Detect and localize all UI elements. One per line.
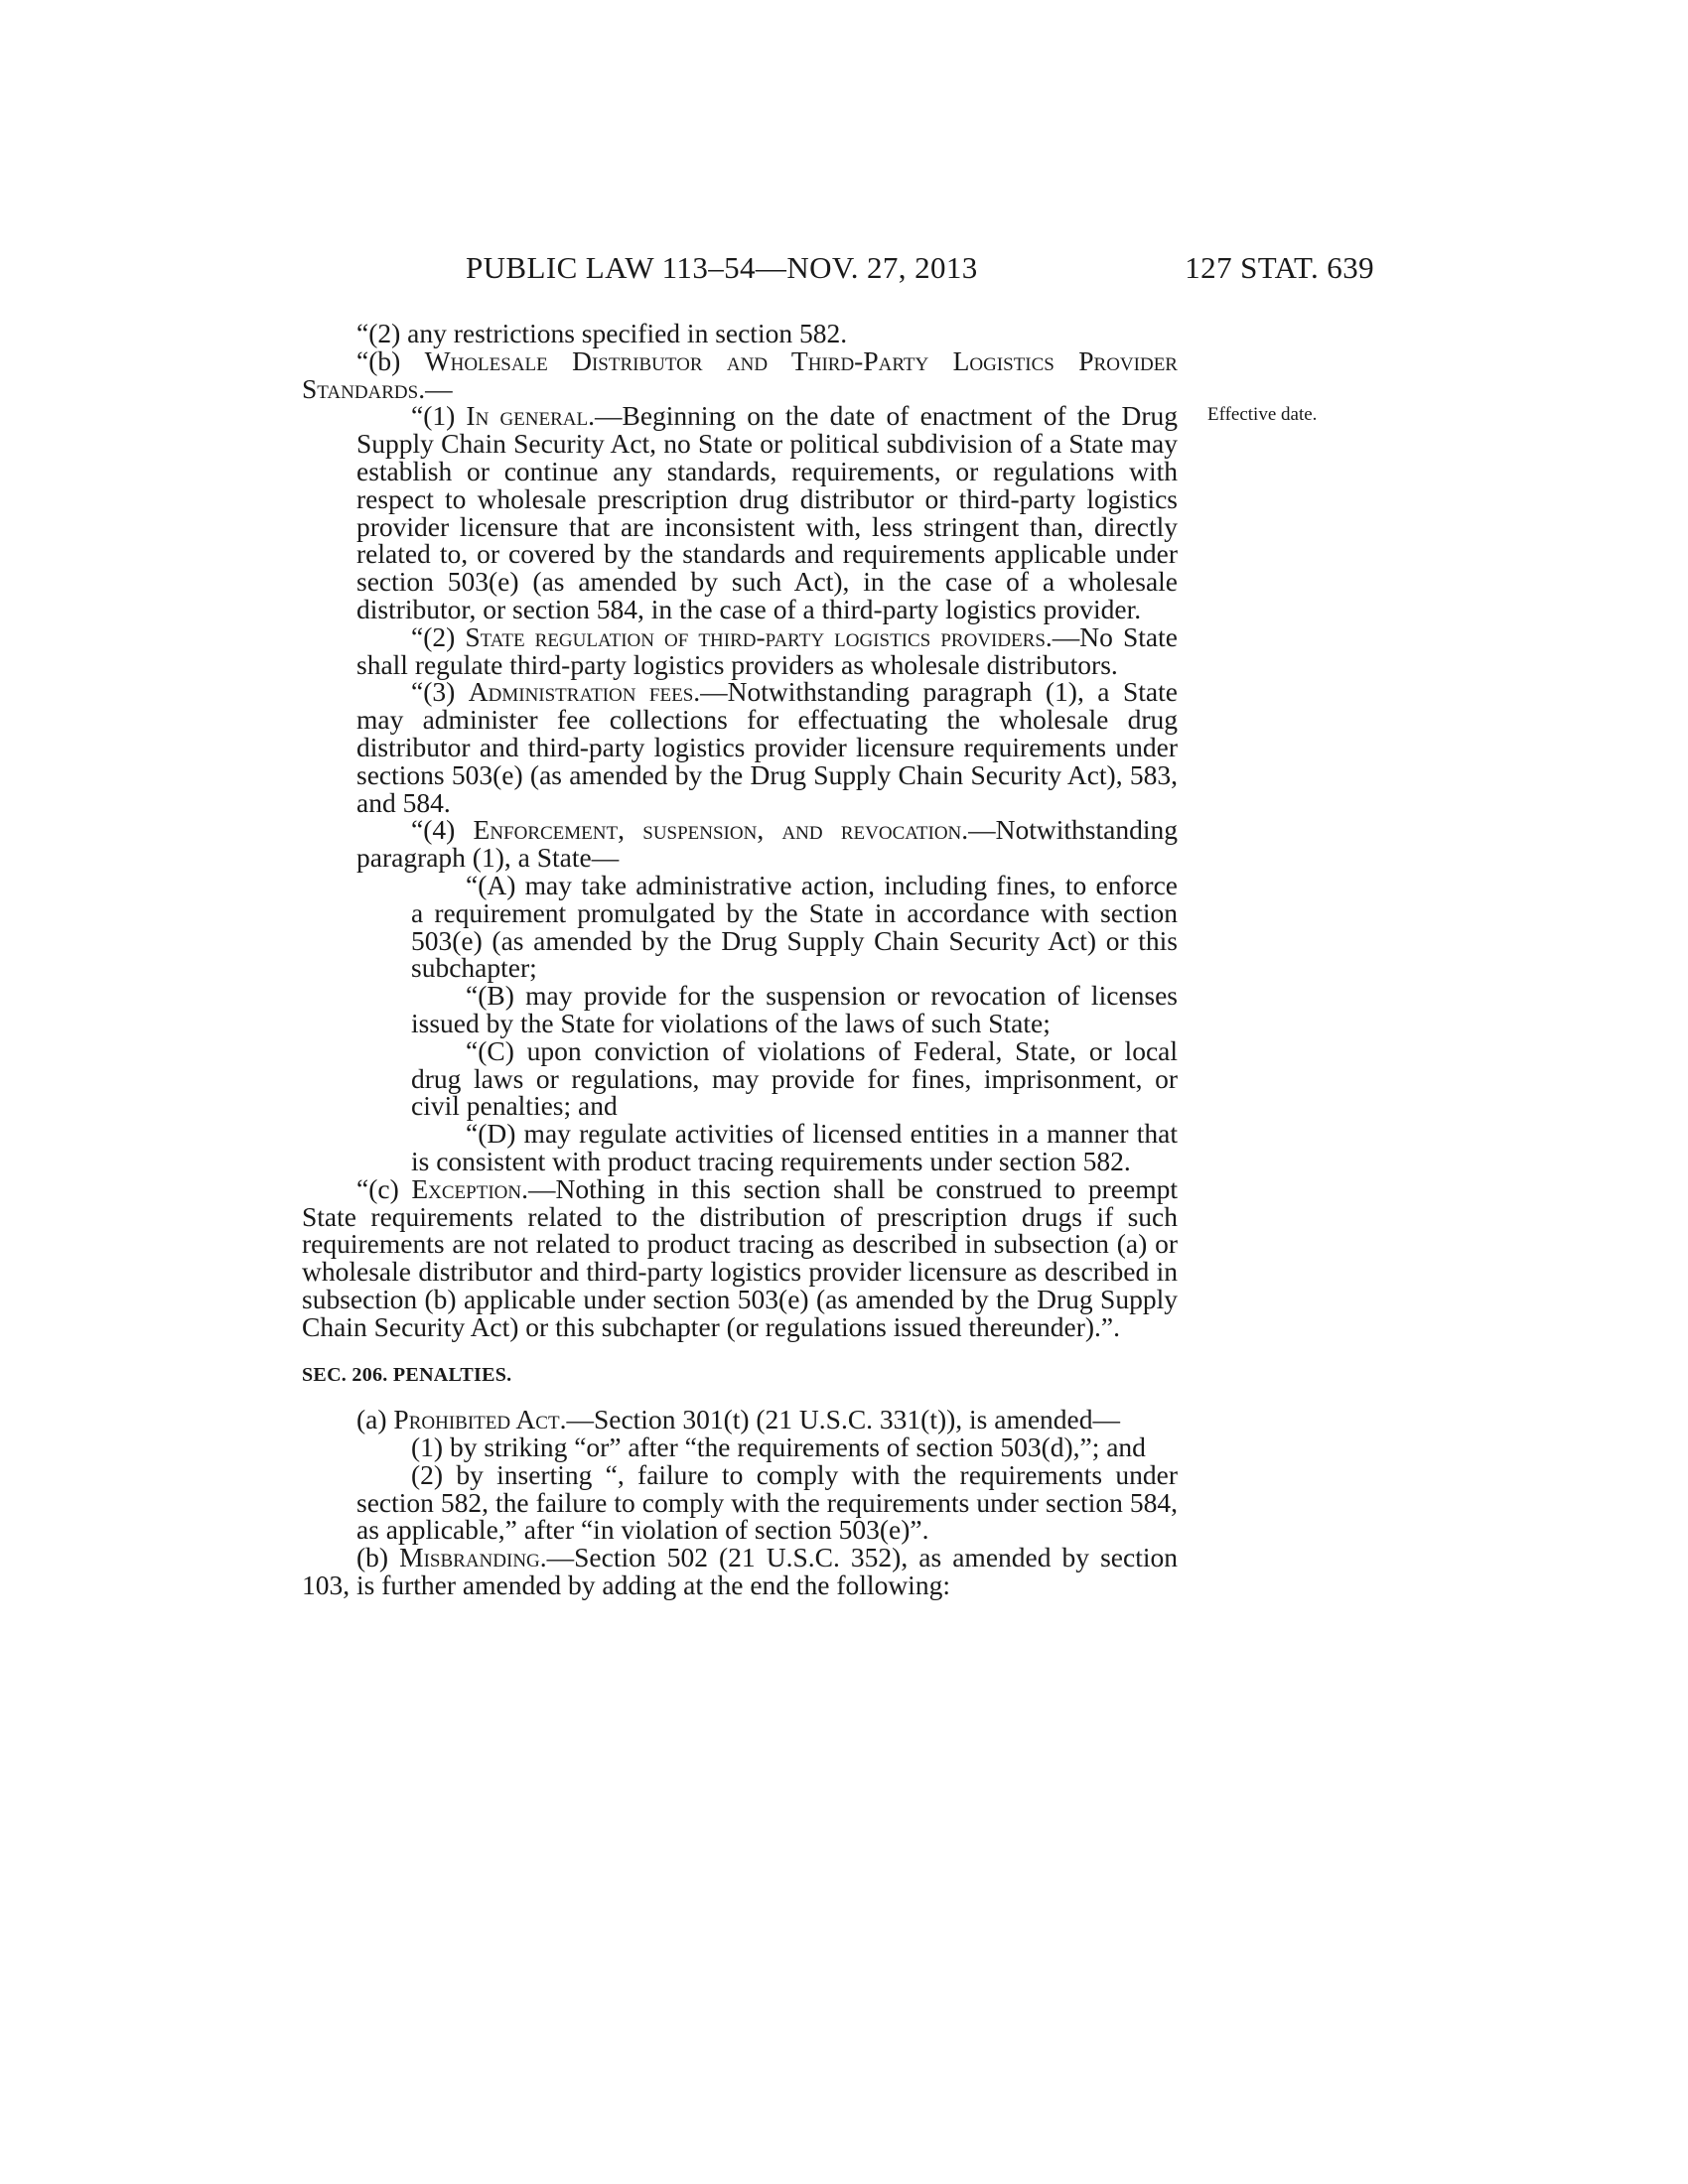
paragraph-206a1: (1) by striking “or” after “the requirements of section 503(d),”; and [411, 1432, 1146, 1463]
paragraph-c-text: .—Nothing in this section shall be construed to preempt State requirements related to the distribution of prescription drugs if such requirements are not related to product tracing as described in subsection (a) or wholesale distributor and third-party logistics provider licensure as described in subsection (b) applicable under section 503(e) (as amended by the Drug Supply Chain Security Act) or this subchapter (or regulations issued thereunder).”. [302, 1172, 1178, 1342]
paragraph-b2-text: .—No State shall regulate third-party logistics providers as wholesale distributors. [356, 620, 1178, 680]
paragraph-b4-heading: Enforcement, suspension, and revocation [473, 814, 962, 846]
paragraph-206b [302, 1544, 1178, 1599]
paragraph-206a-text: .—Section 301(t) (21 U.S.C. 331(t)), is amended— [559, 1404, 1121, 1435]
document-body [302, 320, 1178, 1599]
paragraph-206b-prefix: (b) [356, 1542, 400, 1573]
paragraph-b1-prefix: “(1) [411, 400, 467, 432]
page-header [302, 250, 1374, 290]
running-head-title: PUBLIC LAW 113–54—NOV. 27, 2013 [466, 250, 978, 285]
paragraph-b3 [302, 678, 1178, 816]
statute-page-number: 127 STAT. 639 [1185, 250, 1374, 285]
paragraph-b2-prefix: “(2) [411, 620, 466, 652]
section-206-heading: SEC. 206. PENALTIES. [302, 1364, 512, 1387]
paragraph-b1 [302, 402, 1178, 622]
paragraph-206a-prefix: (a) [356, 1404, 394, 1435]
paragraph-b-dash: .— [418, 372, 453, 404]
paragraph-b2 [302, 620, 1178, 680]
paragraph-b3-heading: Administration fees [468, 676, 694, 708]
paragraph-b1-heading: In general [466, 400, 589, 432]
paragraph-b4D: “(D) may regulate activities of licensed entities in a manner that is consistent with product tracing requirements under section 582. [411, 1118, 1178, 1176]
paragraph-c [302, 1172, 1178, 1342]
paragraph-b [302, 344, 1178, 404]
paragraph-b-prefix: “(b) [356, 344, 425, 376]
paragraph-b4A: “(A) may take administrative action, including fines, to enforce a requirement promulgated by the State in accordance with section 503(e) (as amended by the Drug Supply Chain Security Act) or this subchapter; [411, 869, 1178, 984]
paragraph-b-heading: Wholesale Distributor and Third-Party Logistics Provider Standards [302, 344, 1178, 404]
paragraph-206b-heading: Misbranding [399, 1542, 540, 1573]
paragraph-a2: “(2) any restrictions specified in section 582. [356, 318, 848, 348]
paragraph-b3-prefix: “(3) [411, 676, 469, 708]
paragraph-206b-text: .—Section 502 (21 U.S.C. 352), as amended by section 103, is further amended by adding at the end the following: [302, 1542, 1178, 1601]
paragraph-b3-text: .—Notwithstanding paragraph (1), a State may administer fee collections for effectuating the wholesale drug distributor and third-party logistics provider licensure requirements under sections 503(e) (as amended by the Drug Supply Chain Security Act), 583, and 584. [356, 676, 1178, 818]
paragraph-b4-prefix: “(4) [411, 814, 474, 846]
paragraph-206a [302, 1406, 1178, 1433]
paragraph-b2-heading: State regulation of third-party logistics providers [465, 620, 1046, 652]
paragraph-b4-text: .—Notwithstanding paragraph (1), a State— [356, 814, 1178, 874]
paragraph-b1-text: .—Beginning on the date of enactment of the Drug Supply Chain Security Act, no State or political subdivision of a State may establish or continue any standards, requirements, or regulations with respect to wholesale prescription drug distributor or third-party logistics provider licensure that are inconsistent with, less stringent than, directly related to, or covered by the standards and requirements applicable under section 503(e) (as amended by such Act), in the case of a wholesale distributor, or section 584, in the case of a third-party logistics provider. [356, 400, 1178, 624]
paragraph-206a2: (2) by inserting “, failure to comply with the requirements under section 582, the failure to comply with the requirements under section 584, as applicable,” after “in violation of section 503(e)”. [356, 1458, 1178, 1546]
paragraph-c-prefix: “(c) [356, 1172, 412, 1204]
margin-note-effective-date: Effective date. [1207, 404, 1318, 425]
paragraph-b4B: “(B) may provide for the suspension or revocation of licenses issued by the State for violations of the laws of such State; [411, 980, 1178, 1038]
paragraph-206a-heading: Prohibited Act [393, 1404, 560, 1435]
paragraph-b4C: “(C) upon conviction of violations of Federal, State, or local drug laws or regulations, may provide for fines, imprisonment, or civil penalties; and [411, 1034, 1178, 1122]
paragraph-b4 [302, 816, 1178, 872]
paragraph-c-heading: Exception [411, 1172, 522, 1204]
